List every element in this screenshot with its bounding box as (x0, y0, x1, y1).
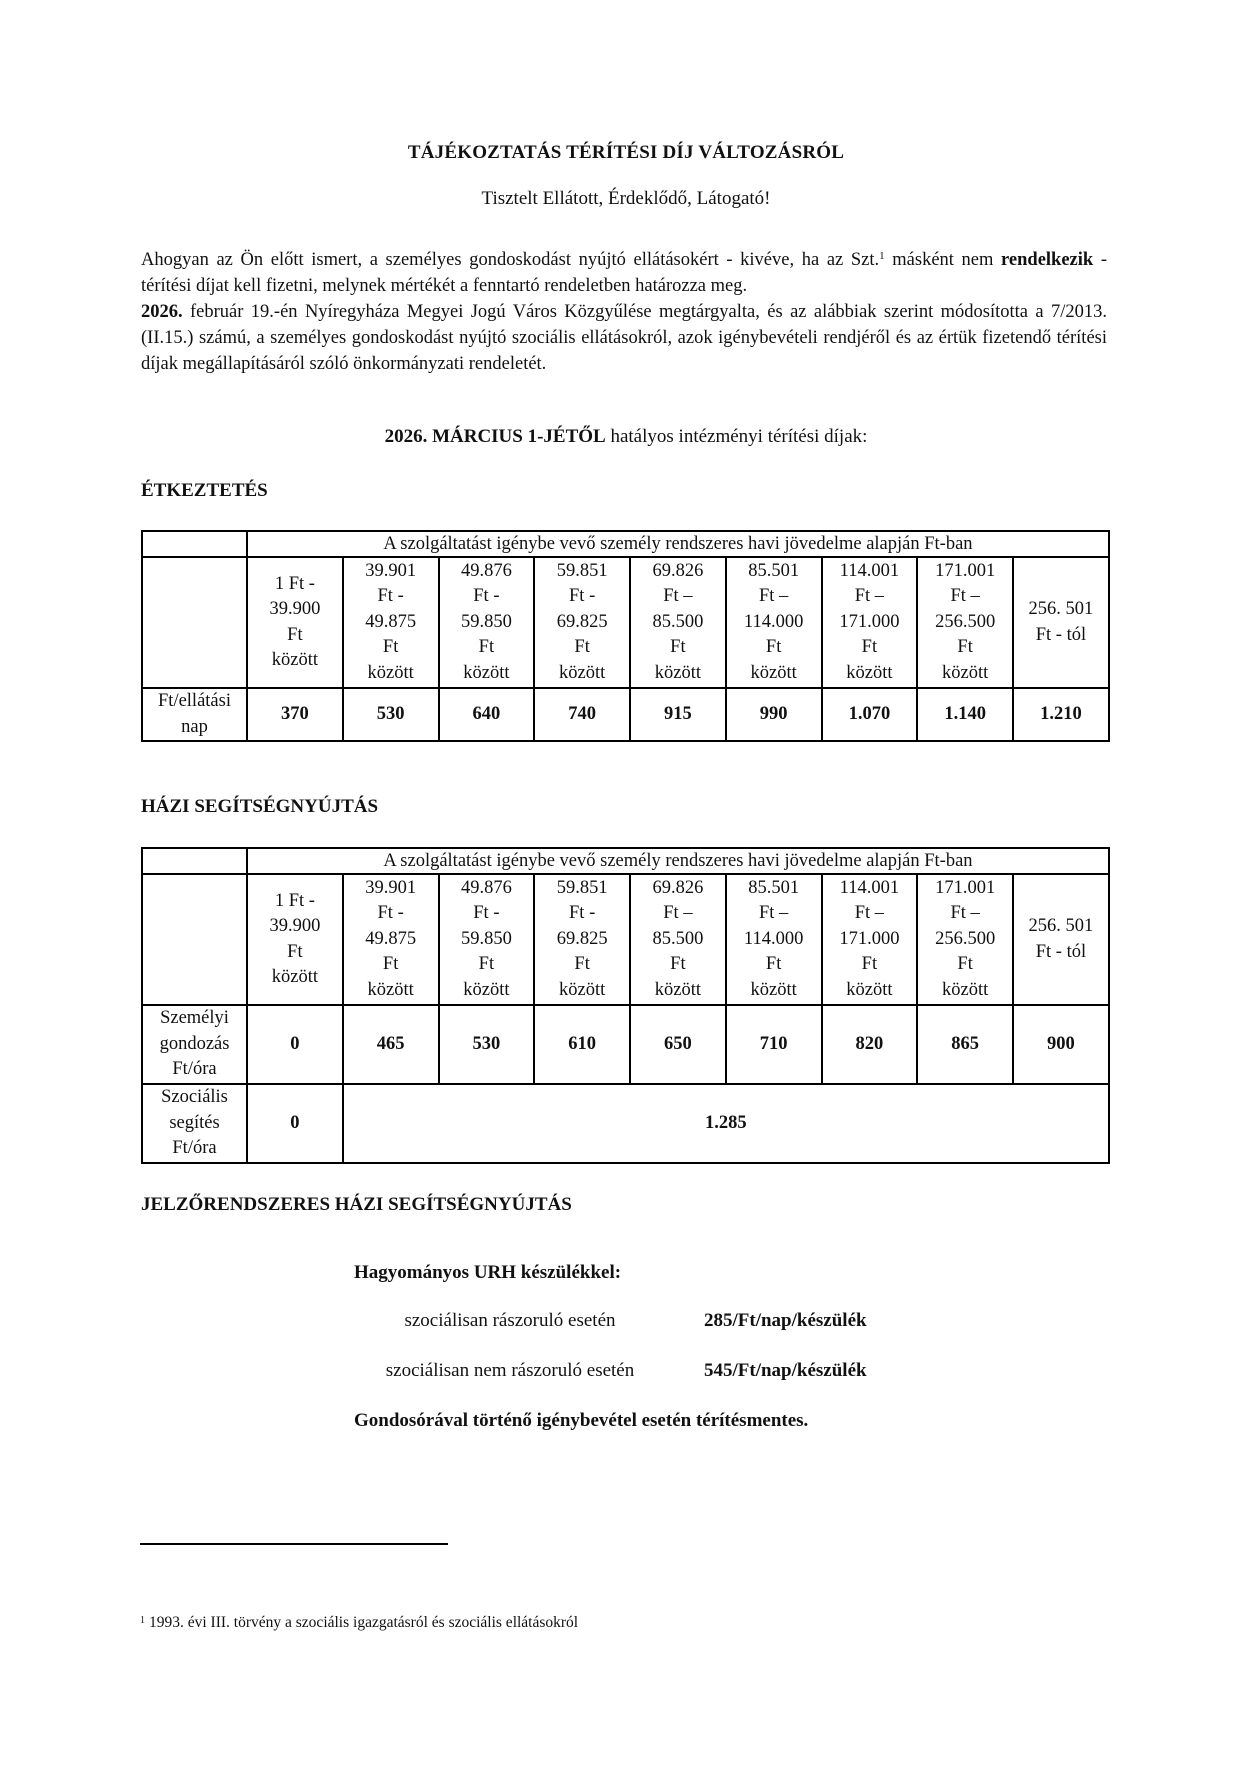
fee-cell: 465 (343, 1005, 439, 1084)
footnote-ref[interactable]: 1 (879, 250, 885, 262)
intro-text: másként nem (884, 250, 1002, 270)
intro-bold-text: rendelkezik (1001, 250, 1094, 270)
effective-date-line (0, 426, 1252, 448)
fee-cell: 0 (247, 1084, 343, 1163)
urh-row-label: szociálisan nem rászoruló esetén (385, 1360, 635, 1381)
income-range-cell: 69.826 Ft – 85.500 Ft között (630, 557, 726, 688)
corner-cell (142, 848, 247, 874)
page-title: TÁJÉKOZTATÁS TÉRÍTÉSI DÍJ VÁLTOZÁSRÓL (407, 142, 845, 163)
intro-text: Ahogyan az Ön előtt ismert, a személyes gondoskodást nyújtó ellátásokért - kivéve, ha az Szt. (141, 250, 880, 270)
intro-paragraph (141, 247, 1107, 377)
fee-cell: 1.210 (1013, 688, 1109, 741)
row-label: Szociális segítés Ft/óra (142, 1084, 247, 1163)
fee-cell: 820 (822, 1005, 918, 1084)
greeting: Tisztelt Ellátott, Érdeklődő, Látogató! (481, 188, 771, 209)
income-range-cell: 85.501 Ft – 114.000 Ft között (726, 874, 822, 1005)
income-range-cell: 1 Ft - 39.900 Ft között (247, 874, 343, 1005)
income-range-cell: 114.001 Ft – 171.000 Ft között (822, 874, 918, 1005)
fee-cell: 740 (534, 688, 630, 741)
fee-cell: 710 (726, 1005, 822, 1084)
effective-date: 2026. MÁRCIUS 1-JÉTŐL (384, 426, 606, 447)
income-range-cell: 256. 501 Ft - tól (1013, 557, 1109, 688)
income-range-cell: 171.001 Ft – 256.500 Ft között (917, 874, 1013, 1005)
footnote-separator (140, 1543, 448, 1545)
section-heading-etkeztetes: ÉTKEZTETÉS (141, 480, 268, 501)
fee-cell: 530 (439, 1005, 535, 1084)
income-range-cell: 59.851 Ft - 69.825 Ft között (534, 874, 630, 1005)
fee-cell: 990 (726, 688, 822, 741)
intro-text: február 19.-én Nyíregyháza Megyei Jogú Város Közgyűlése megtárgyalta, és az alábbiak szerint módosította a 7/2013. (II.15.) számú, a személyes gondoskodást nyújtó szociális ellátásokról, azok igénybevételi rendjéről és az értük fizetendő térítési díjak megállapításáról szóló önkormányzati rendeletét. (141, 302, 1107, 374)
urh-row-label: szociálisan rászoruló esetén (404, 1310, 616, 1331)
empty-label-cell (142, 557, 247, 688)
merged-fee-cell: 1.285 (343, 1084, 1109, 1163)
fee-cell: 640 (439, 688, 535, 741)
intro-p2 (141, 299, 1107, 377)
section-heading-jelzorendszeres: JELZŐRENDSZERES HÁZI SEGÍTSÉGNYÚJTÁS (141, 1194, 572, 1215)
income-range-cell: 39.901 Ft - 49.875 Ft között (343, 557, 439, 688)
footnote-number: 1 (140, 1615, 145, 1626)
table-row (142, 688, 1109, 741)
intro-bold-year: 2026. (141, 302, 183, 322)
urh-row-value: 285/Ft/nap/készülék (704, 1310, 867, 1331)
income-range-cell: 85.501 Ft – 114.000 Ft között (726, 557, 822, 688)
fee-cell: 1.140 (917, 688, 1013, 741)
fee-cell: 610 (534, 1005, 630, 1084)
empty-label-cell (142, 874, 247, 1005)
urh-row-value: 545/Ft/nap/készülék (704, 1360, 867, 1381)
income-range-cell: 49.876 Ft - 59.850 Ft között (439, 557, 535, 688)
table-row (142, 1084, 1109, 1163)
income-range-cell: 171.001 Ft – 256.500 Ft között (917, 557, 1013, 688)
intro-text: - térítési díjat kell fizetni, melynek mértékét a fenntartó rendeletben határozza meg. (141, 250, 1107, 296)
effective-text: hatályos intézményi térítési díjak: (605, 426, 868, 447)
fee-cell: 650 (630, 1005, 726, 1084)
income-range-cell: 49.876 Ft - 59.850 Ft között (439, 874, 535, 1005)
income-range-cell: 69.826 Ft – 85.500 Ft között (630, 874, 726, 1005)
row-label: Ft/ellátási nap (142, 688, 247, 741)
fee-cell: 915 (630, 688, 726, 741)
income-header: A szolgáltatást igénybe vevő személy rendszeres havi jövedelme alapján Ft-ban (247, 531, 1109, 557)
hazi-fee-table (141, 847, 1110, 1164)
income-range-row (142, 557, 1109, 688)
urh-subheading: Hagyományos URH készülékkel: (354, 1262, 622, 1283)
income-range-cell: 1 Ft - 39.900 Ft között (247, 557, 343, 688)
etkeztetes-fee-table (141, 530, 1110, 742)
fee-cell: 0 (247, 1005, 343, 1084)
income-range-row (142, 874, 1109, 1005)
fee-cell: 900 (1013, 1005, 1109, 1084)
income-range-cell: 114.001 Ft – 171.000 Ft között (822, 557, 918, 688)
income-range-cell: 59.851 Ft - 69.825 Ft között (534, 557, 630, 688)
fee-cell: 865 (917, 1005, 1013, 1084)
corner-cell (142, 531, 247, 557)
gondosora-note: Gondosórával történő igénybevétel esetén térítésmentes. (354, 1410, 809, 1431)
fee-cell: 1.070 (822, 688, 918, 741)
table-row (142, 1005, 1109, 1084)
row-label: Személyi gondozás Ft/óra (142, 1005, 247, 1084)
income-range-cell: 256. 501 Ft - tól (1013, 874, 1109, 1005)
fee-cell: 370 (247, 688, 343, 741)
section-heading-hazi: HÁZI SEGÍTSÉGNYÚJTÁS (141, 796, 379, 817)
footnote-text: 1993. évi III. törvény a szociális igazgatásról és szociális ellátásokról (149, 1614, 579, 1631)
intro-p1 (141, 247, 1107, 299)
footnote (140, 1614, 578, 1632)
income-range-cell: 39.901 Ft - 49.875 Ft között (343, 874, 439, 1005)
fee-cell: 530 (343, 688, 439, 741)
income-header: A szolgáltatást igénybe vevő személy rendszeres havi jövedelme alapján Ft-ban (247, 848, 1109, 874)
